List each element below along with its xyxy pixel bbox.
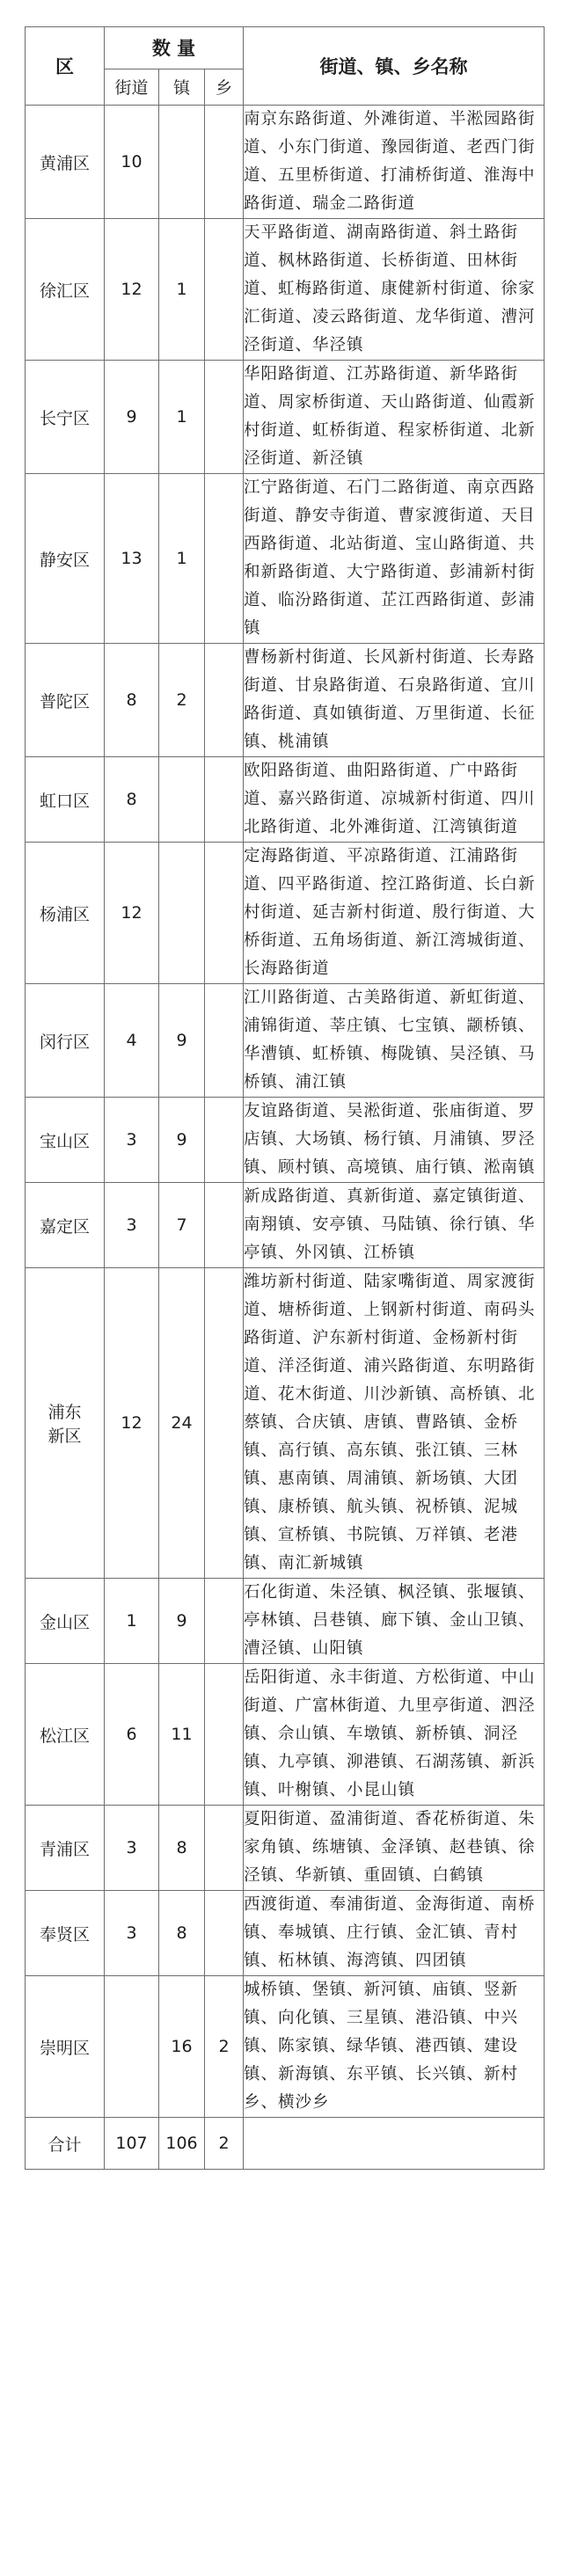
table-row xyxy=(26,1891,545,1976)
table-row xyxy=(26,1664,545,1806)
names-cell: 南京东路街道、外滩街道、半淞园路街道、小东门街道、豫园街道、老西门街道、五里桥街道、打浦桥街道、淮海中路街道、瑞金二路街道 xyxy=(244,106,545,219)
subdistrict-count-cell: 10 xyxy=(105,106,159,219)
town-count-cell xyxy=(159,106,205,219)
subdistrict-count-cell: 8 xyxy=(105,757,159,843)
district-cell: 徐汇区 xyxy=(26,219,105,361)
names-cell: 欧阳路街道、曲阳路街道、广中路街道、嘉兴路街道、凉城新村街道、四川北路街道、北外滩街道、江湾镇街道 xyxy=(244,757,545,843)
township-count-cell xyxy=(205,984,244,1098)
township-count-cell xyxy=(205,757,244,843)
town-count-cell: 1 xyxy=(159,361,205,474)
table-row xyxy=(26,1098,545,1183)
town-count-cell: 8 xyxy=(159,1891,205,1976)
township-count-cell xyxy=(205,1664,244,1806)
subdistrict-count-cell: 8 xyxy=(105,644,159,757)
table-body xyxy=(26,106,545,2118)
table-row xyxy=(26,1579,545,1664)
names-cell: 夏阳街道、盈浦街道、香花桥街道、朱家角镇、练塘镇、金泽镇、赵巷镇、徐泾镇、华新镇、重固镇、白鹤镇 xyxy=(244,1806,545,1891)
district-cell: 闵行区 xyxy=(26,984,105,1098)
township-count-cell xyxy=(205,219,244,361)
subdistrict-count-cell: 3 xyxy=(105,1183,159,1268)
township-count-cell xyxy=(205,1806,244,1891)
admin-division-table xyxy=(25,26,545,2170)
names-header: 街道、镇、乡名称 xyxy=(244,27,545,106)
names-cell: 江宁路街道、石门二路街道、南京西路街道、静安寺街道、曹家渡街道、天目西路街道、北站街道、宝山路街道、共和新路街道、大宁路街道、彭浦新村街道、临汾路街道、芷江西路街道、彭浦镇 xyxy=(244,474,545,644)
total-row xyxy=(26,2118,545,2170)
district-cell: 崇明区 xyxy=(26,1976,105,2118)
district-cell: 奉贤区 xyxy=(26,1891,105,1976)
township-count-cell xyxy=(205,1579,244,1664)
subdistrict-count-cell: 3 xyxy=(105,1098,159,1183)
district-cell: 黄浦区 xyxy=(26,106,105,219)
total-names-empty xyxy=(244,2118,545,2170)
town-header: 镇 xyxy=(159,69,205,105)
town-count-cell: 1 xyxy=(159,474,205,644)
total-towns: 106 xyxy=(159,2118,205,2170)
subdistrict-header: 街道 xyxy=(105,69,159,105)
district-header: 区 xyxy=(26,27,105,106)
table-row xyxy=(26,474,545,644)
town-count-cell: 9 xyxy=(159,1579,205,1664)
district-cell: 普陀区 xyxy=(26,644,105,757)
header-row xyxy=(26,27,545,69)
township-count-cell xyxy=(205,644,244,757)
subdistrict-count-cell: 4 xyxy=(105,984,159,1098)
names-cell: 曹杨新村街道、长风新村街道、长寿路街道、甘泉路街道、石泉路街道、宜川路街道、真如镇街道、万里街道、长征镇、桃浦镇 xyxy=(244,644,545,757)
district-cell: 金山区 xyxy=(26,1579,105,1664)
names-cell: 定海路街道、平凉路街道、江浦路街道、四平路街道、控江路街道、长白新村街道、延吉新村街道、殷行街道、大桥街道、五角场街道、新江湾城街道、长海路街道 xyxy=(244,843,545,984)
subdistrict-count-cell: 12 xyxy=(105,219,159,361)
names-cell: 石化街道、朱泾镇、枫泾镇、张堰镇、亭林镇、吕巷镇、廊下镇、金山卫镇、漕泾镇、山阳镇 xyxy=(244,1579,545,1664)
district-cell: 松江区 xyxy=(26,1664,105,1806)
table-row xyxy=(26,1268,545,1579)
town-count-cell: 9 xyxy=(159,1098,205,1183)
names-cell: 潍坊新村街道、陆家嘴街道、周家渡街道、塘桥街道、上钢新村街道、南码头路街道、沪东新村街道、金杨新村街道、洋泾街道、浦兴路街道、东明路街道、花木街道、川沙新镇、高桥镇、北蔡镇、合庆镇、唐镇、曹路镇、金桥镇、高行镇、高东镇、张江镇、三林镇、惠南镇、周浦镇、新场镇、大团镇、康桥镇、航头镇、祝桥镇、泥城镇、宣桥镇、书院镇、万祥镇、老港镇、南汇新城镇 xyxy=(244,1268,545,1579)
table-row xyxy=(26,757,545,843)
subdistrict-count-cell: 3 xyxy=(105,1891,159,1976)
table-row xyxy=(26,843,545,984)
names-cell: 天平路街道、湖南路街道、斜土路街道、枫林路街道、长桥街道、田林街道、虹梅路街道、康健新村街道、徐家汇街道、凌云路街道、龙华街道、漕河泾街道、华泾镇 xyxy=(244,219,545,361)
town-count-cell: 8 xyxy=(159,1806,205,1891)
total-townships: 2 xyxy=(205,2118,244,2170)
town-count-cell: 7 xyxy=(159,1183,205,1268)
town-count-cell: 24 xyxy=(159,1268,205,1579)
township-count-cell xyxy=(205,106,244,219)
subdistrict-count-cell: 13 xyxy=(105,474,159,644)
count-header: 数 量 xyxy=(105,27,244,69)
table-row xyxy=(26,361,545,474)
table-row xyxy=(26,106,545,219)
town-count-cell: 2 xyxy=(159,644,205,757)
names-cell: 新成路街道、真新街道、嘉定镇街道、南翔镇、安亭镇、马陆镇、徐行镇、华亭镇、外冈镇、江桥镇 xyxy=(244,1183,545,1268)
town-count-cell xyxy=(159,757,205,843)
subdistrict-count-cell xyxy=(105,1976,159,2118)
town-count-cell xyxy=(159,843,205,984)
district-cell: 杨浦区 xyxy=(26,843,105,984)
town-count-cell: 1 xyxy=(159,219,205,361)
subdistrict-count-cell: 12 xyxy=(105,843,159,984)
district-cell: 静安区 xyxy=(26,474,105,644)
township-count-cell xyxy=(205,1183,244,1268)
total-subdistricts: 107 xyxy=(105,2118,159,2170)
table-row xyxy=(26,1976,545,2118)
names-cell: 江川路街道、古美路街道、新虹街道、浦锦街道、莘庄镇、七宝镇、颛桥镇、华漕镇、虹桥镇、梅陇镇、吴泾镇、马桥镇、浦江镇 xyxy=(244,984,545,1098)
district-cell: 宝山区 xyxy=(26,1098,105,1183)
names-cell: 西渡街道、奉浦街道、金海街道、南桥镇、奉城镇、庄行镇、金汇镇、青村镇、柘林镇、海湾镇、四团镇 xyxy=(244,1891,545,1976)
names-cell: 友谊路街道、吴淞街道、张庙街道、罗店镇、大场镇、杨行镇、月浦镇、罗泾镇、顾村镇、高境镇、庙行镇、淞南镇 xyxy=(244,1098,545,1183)
names-cell: 华阳路街道、江苏路街道、新华路街道、周家桥街道、天山路街道、仙霞新村街道、虹桥街道、程家桥街道、北新泾街道、新泾镇 xyxy=(244,361,545,474)
town-count-cell: 9 xyxy=(159,984,205,1098)
township-count-cell xyxy=(205,1891,244,1976)
subdistrict-count-cell: 6 xyxy=(105,1664,159,1806)
subdistrict-count-cell: 9 xyxy=(105,361,159,474)
subdistrict-count-cell: 3 xyxy=(105,1806,159,1891)
township-count-cell xyxy=(205,361,244,474)
township-count-cell xyxy=(205,1268,244,1579)
total-label: 合计 xyxy=(26,2118,105,2170)
table-row xyxy=(26,1183,545,1268)
district-cell: 长宁区 xyxy=(26,361,105,474)
subdistrict-count-cell: 12 xyxy=(105,1268,159,1579)
town-count-cell: 11 xyxy=(159,1664,205,1806)
township-header: 乡 xyxy=(205,69,244,105)
table-row xyxy=(26,644,545,757)
table-row xyxy=(26,984,545,1098)
township-count-cell xyxy=(205,474,244,644)
table-row xyxy=(26,219,545,361)
district-cell: 嘉定区 xyxy=(26,1183,105,1268)
district-cell: 虹口区 xyxy=(26,757,105,843)
district-cell: 青浦区 xyxy=(26,1806,105,1891)
township-count-cell xyxy=(205,843,244,984)
township-count-cell xyxy=(205,1098,244,1183)
district-cell: 浦东 新区 xyxy=(26,1268,105,1579)
table-row xyxy=(26,1806,545,1891)
township-count-cell: 2 xyxy=(205,1976,244,2118)
subdistrict-count-cell: 1 xyxy=(105,1579,159,1664)
town-count-cell: 16 xyxy=(159,1976,205,2118)
names-cell: 岳阳街道、永丰街道、方松街道、中山街道、广富林街道、九里亭街道、泗泾镇、佘山镇、车墩镇、新桥镇、洞泾镇、九亭镇、泖港镇、石湖荡镇、新浜镇、叶榭镇、小昆山镇 xyxy=(244,1664,545,1806)
names-cell: 城桥镇、堡镇、新河镇、庙镇、竖新镇、向化镇、三星镇、港沿镇、中兴镇、陈家镇、绿华镇、港西镇、建设镇、新海镇、东平镇、长兴镇、新村乡、横沙乡 xyxy=(244,1976,545,2118)
